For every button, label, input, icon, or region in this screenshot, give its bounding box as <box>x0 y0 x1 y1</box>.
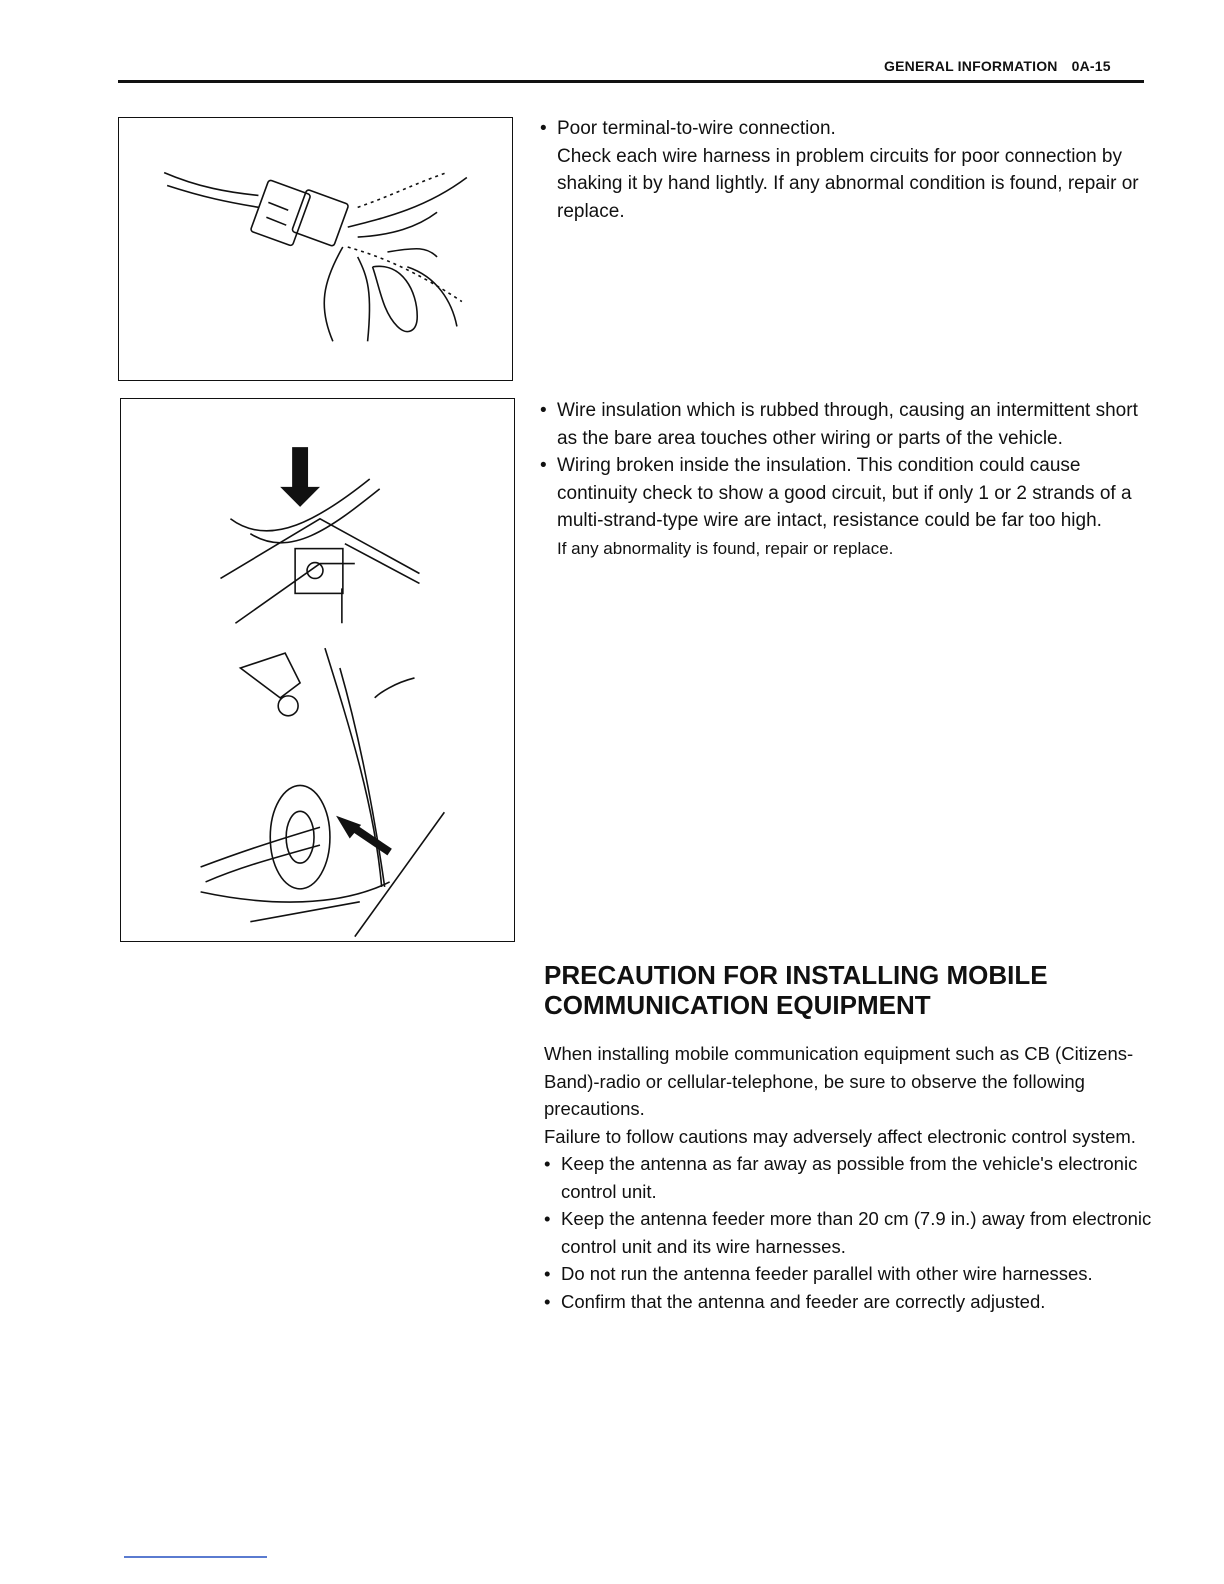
page-header <box>884 58 1111 74</box>
insulation-rubbed-bullet: • Wire insulation which is rubbed through, causing an intermittent short as the bare area touches other wiring or parts of the vehicle. <box>540 397 1152 452</box>
section-wire-damage <box>540 397 1152 562</box>
header-page-number: 0A-15 <box>1071 58 1111 74</box>
abnormality-note: If any abnormality is found, repair or replace. <box>557 538 894 558</box>
header-rule <box>118 80 1144 83</box>
wire-insulation-illustration <box>120 398 515 942</box>
precaution-bullet-adjusted: • Confirm that the antenna and feeder are correctly adjusted. <box>544 1288 1152 1316</box>
precaution-bullet-antenna: • Keep the antenna as far away as possible from the vehicle's electronic control unit. <box>544 1150 1152 1205</box>
section-poor-connection <box>540 115 1152 225</box>
precaution-bullet-feeder-parallel: • Do not run the antenna feeder parallel with other wire harnesses. <box>544 1260 1152 1288</box>
precaution-warning: Failure to follow cautions may adversely affect electronic control system. <box>544 1125 1136 1147</box>
precaution-bullet-feeder-distance: • Keep the antenna feeder more than 20 cm (7.9 in.) away from electronic control unit and its wire harnesses. <box>544 1205 1152 1260</box>
header-section-title: GENERAL INFORMATION <box>884 58 1058 74</box>
poor-connection-bullet: • Poor terminal-to-wire connection. <box>540 115 1152 143</box>
precaution-heading: PRECAUTION FOR INSTALLING MOBILE COMMUNICATION EQUIPMENT <box>544 960 1048 1020</box>
poor-connection-detail: Check each wire harness in problem circuits for poor connection by shaking it by hand lightly. If any abnormal condition is found, repair or replace. <box>557 145 1139 222</box>
precaution-intro: When installing mobile communication equipment such as CB (Citizens-Band)-radio or cellular-telephone, be sure to observe the following precautions. <box>544 1043 1134 1119</box>
footer-line <box>124 1556 267 1558</box>
section-mobile-equipment <box>544 1040 1152 1315</box>
connector-shake-illustration <box>118 117 513 381</box>
wiring-broken-bullet: • Wiring broken inside the insulation. This condition could cause continuity check to show a good circuit, but if only 1 or 2 strands of a multi-strand-type wire are intact, resistance could be far too high. <box>540 452 1152 535</box>
